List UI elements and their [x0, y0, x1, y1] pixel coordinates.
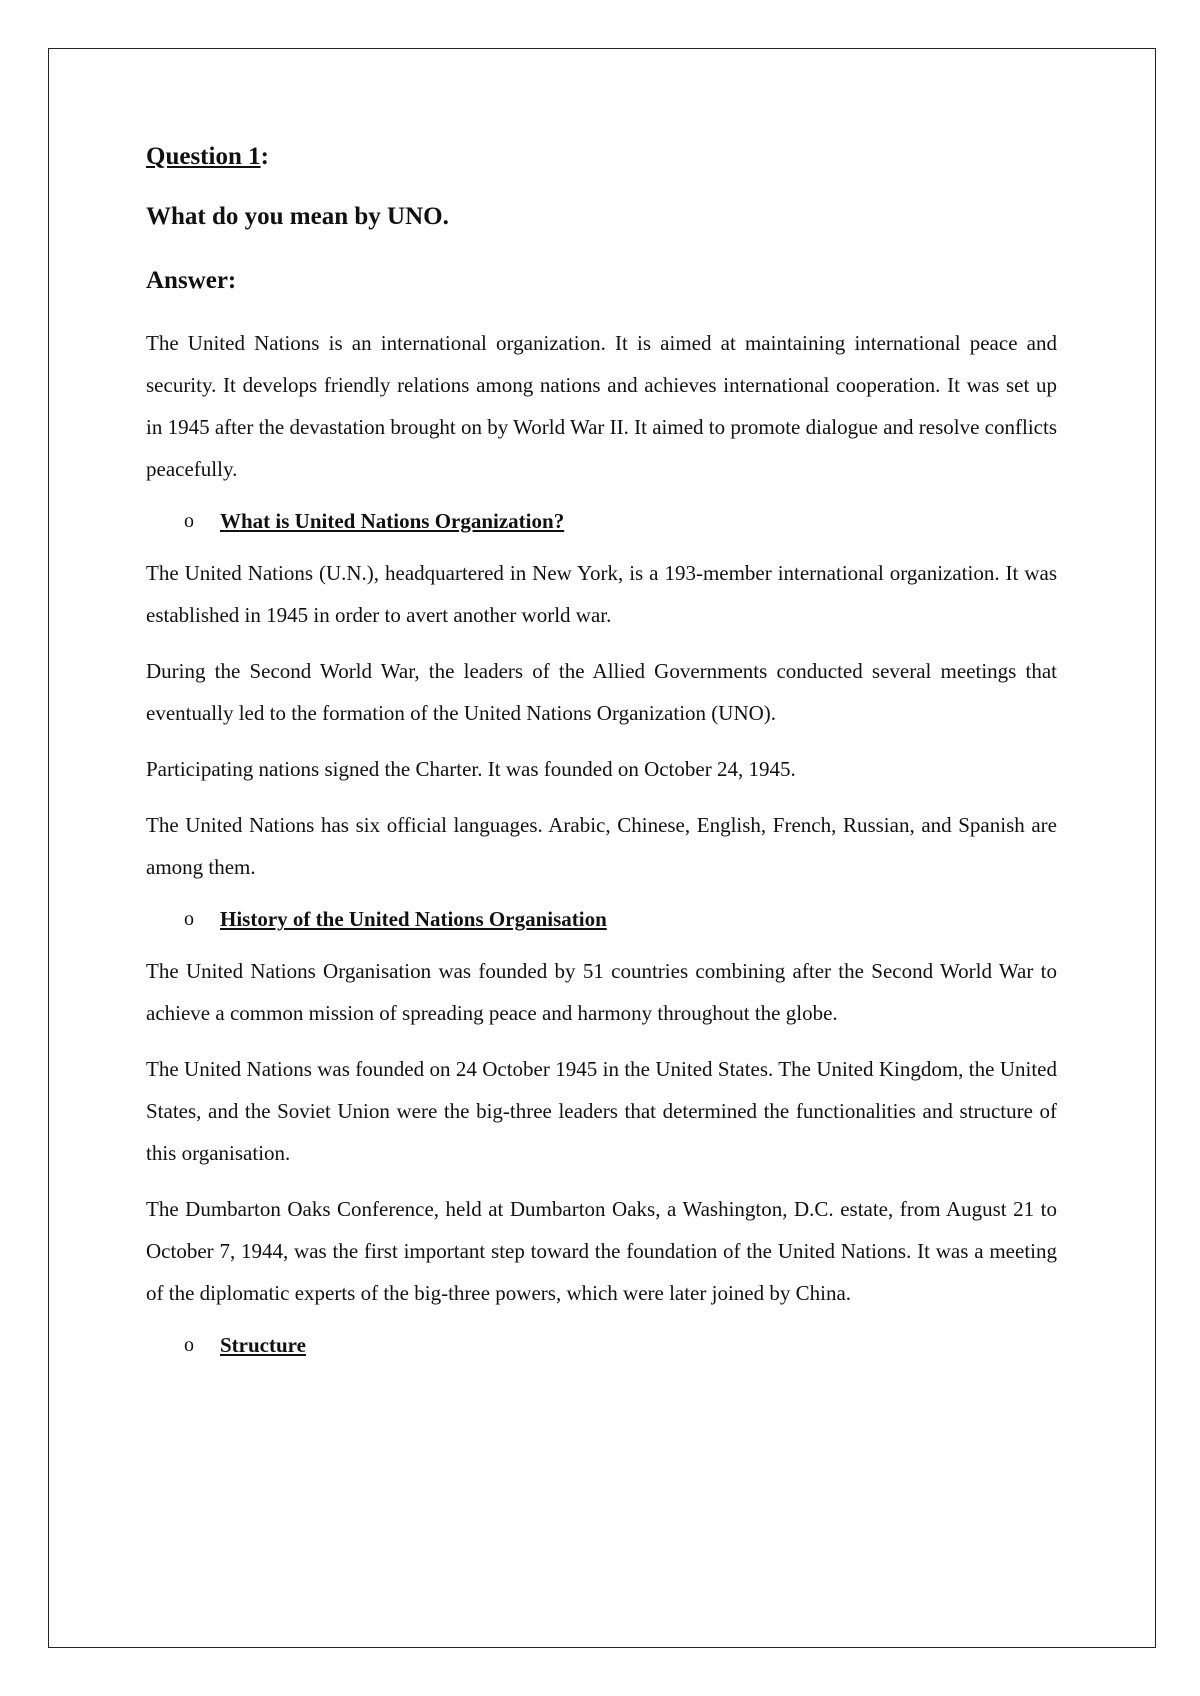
section-heading-history — [184, 902, 1057, 936]
section-heading-label: Structure — [220, 1333, 306, 1357]
section-heading-what-is-uno — [184, 504, 1057, 538]
section-heading-structure — [184, 1328, 1057, 1362]
paragraph: The United Nations Organisation was founded by 51 countries combining after the Second World War to achieve a common mission of spreading peace and harmony throughout the globe. — [146, 959, 1057, 1025]
paragraph: The United Nations has six official languages. Arabic, Chinese, English, French, Russian, and Spanish are among them. — [146, 813, 1057, 879]
intro-paragraph: The United Nations is an international organization. It is aimed at maintaining international peace and security. It develops friendly relations among nations and achieves international cooperation. It was set up in 1945 after the devastation brought on by World War II. It aimed to promote dialogue and resolve conflicts peacefully. — [146, 331, 1057, 481]
question-text: What do you mean by UNO. — [146, 203, 449, 230]
question-number: Question 1 — [146, 143, 261, 170]
bullet-marker: o — [184, 510, 194, 532]
question-label — [146, 140, 1057, 174]
paragraph: The Dumbarton Oaks Conference, held at Dumbarton Oaks, a Washington, D.C. estate, from August 21 to October 7, 1944, was the first important step toward the foundation of the United Nations. It was a meeting of the diplomatic experts of the big-three powers, which were later joined by China. — [146, 1197, 1057, 1305]
section-heading-label: What is United Nations Organization? — [220, 509, 565, 533]
answer-label: Answer: — [146, 267, 237, 294]
paragraph: During the Second World War, the leaders of the Allied Governments conducted several meetings that eventually led to the formation of the United Nations Organization (UNO). — [146, 659, 1057, 725]
document-content — [146, 140, 1057, 1376]
question-colon: : — [260, 143, 269, 170]
section-heading-label: History of the United Nations Organisation — [220, 907, 607, 931]
paragraph: Participating nations signed the Charter. It was founded on October 24, 1945. — [146, 757, 796, 781]
bullet-marker: o — [184, 908, 194, 930]
bullet-marker: o — [184, 1334, 194, 1356]
paragraph: The United Nations (U.N.), headquartered in New York, is a 193-member international organization. It was established in 1945 in order to avert another world war. — [146, 561, 1057, 627]
paragraph: The United Nations was founded on 24 October 1945 in the United States. The United Kingdom, the United States, and the Soviet Union were the big-three leaders that determined the functionalities and structure of this organisation. — [146, 1057, 1057, 1165]
